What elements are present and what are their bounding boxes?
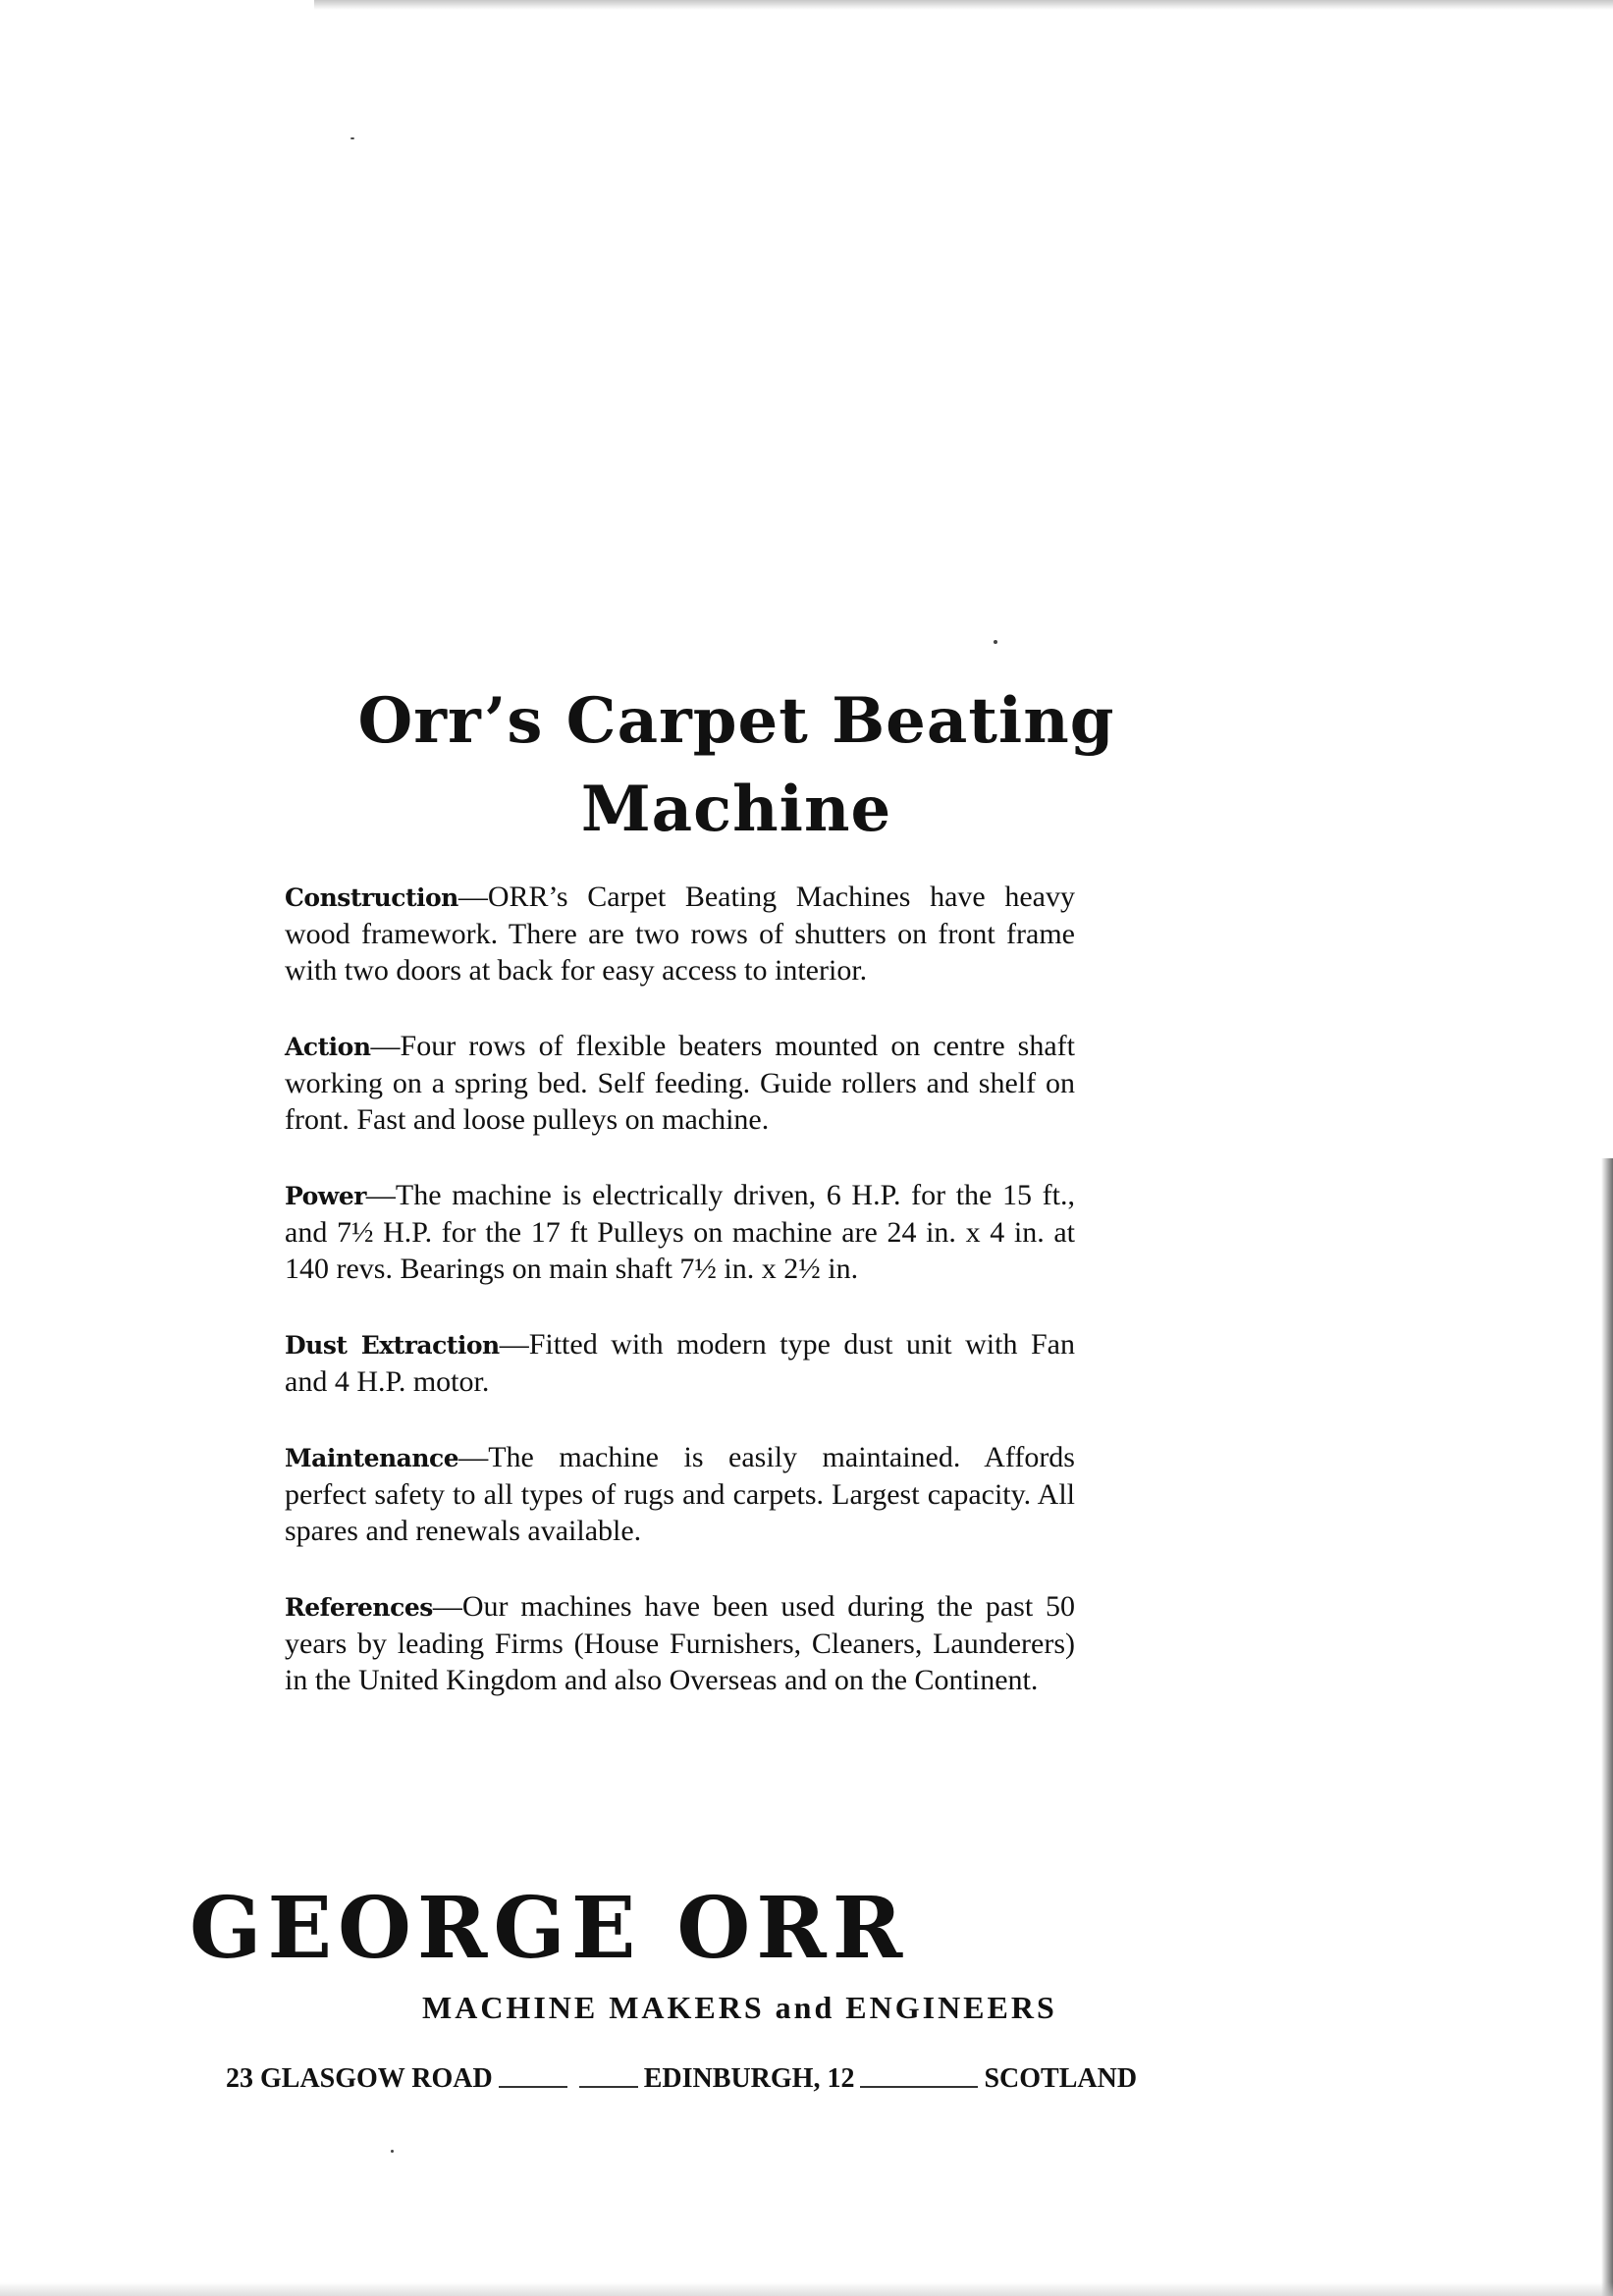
section-text: —Four rows of flexible beaters mounted on centre shaft working on a spring bed. Self feeding. Guide rollers and shelf on front. Fast and loose pulleys on machine. — [285, 1030, 1075, 1136]
specification-body — [285, 879, 1075, 1737]
address-separator — [579, 2074, 638, 2088]
section-text: —Fitted with modern type dust unit with Fan and 4 H.P. motor. — [285, 1328, 1075, 1398]
section-power — [285, 1177, 1075, 1287]
scan-edge-right — [1601, 1158, 1613, 2296]
address-number: 23 — [226, 2063, 253, 2094]
scan-edge-bottom — [0, 2282, 1613, 2296]
company-name: GEORGE ORR — [189, 1879, 909, 1978]
scan-speck — [994, 640, 997, 644]
section-text: —The machine is easily maintained. Affords perfect safety to all types of rugs and carpets. Largest capacity. All spares and renewals available. — [285, 1441, 1075, 1547]
section-heading: Power — [285, 1182, 366, 1210]
address-street: GLASGOW ROAD — [260, 2063, 493, 2094]
address-separator — [499, 2074, 567, 2088]
scan-speck — [350, 137, 354, 139]
section-heading: Maintenance — [285, 1444, 459, 1472]
title-line-2: Machine — [580, 773, 892, 846]
company-tagline: MACHINE MAKERS and ENGINEERS — [422, 1990, 1057, 2025]
section-heading: Dust Extraction — [285, 1331, 500, 1360]
section-construction — [285, 879, 1075, 988]
address-city: EDINBURGH, — [643, 2063, 821, 2094]
section-heading: References — [285, 1593, 433, 1622]
section-references — [285, 1588, 1075, 1698]
scan-edge-top — [314, 0, 1613, 10]
section-maintenance — [285, 1439, 1075, 1549]
scan-speck — [391, 2150, 394, 2153]
section-text: —The machine is electrically driven, 6 H.P. for the 15 ft., and 7½ H.P. for the 17 ft Pulleys on machine are 24 in. x 4 in. at 140 revs. Bearings on main shaft 7½ in. x 2½ in. — [285, 1179, 1075, 1285]
section-text: —ORR’s Carpet Beating Machines have heavy wood framework. There are two rows of shutters on front frame with two doors at back for easy access to interior. — [285, 881, 1075, 987]
section-dust-extraction — [285, 1326, 1075, 1400]
section-heading: Construction — [285, 883, 458, 912]
section-action — [285, 1028, 1075, 1138]
section-text: —Our machines have been used during the past 50 years by leading Firms (House Furnishers, Cleaners, Launderers) in the United Kingdom and also Overseas and on the Continent. — [285, 1590, 1075, 1696]
page-title — [245, 677, 1227, 854]
address-district: 12 — [827, 2063, 855, 2094]
company-address — [226, 2059, 1158, 2099]
address-separator — [860, 2074, 978, 2088]
section-heading: Action — [285, 1033, 371, 1061]
title-line-1: Orr’s Carpet Beating — [357, 684, 1115, 758]
address-country: SCOTLAND — [984, 2063, 1138, 2094]
